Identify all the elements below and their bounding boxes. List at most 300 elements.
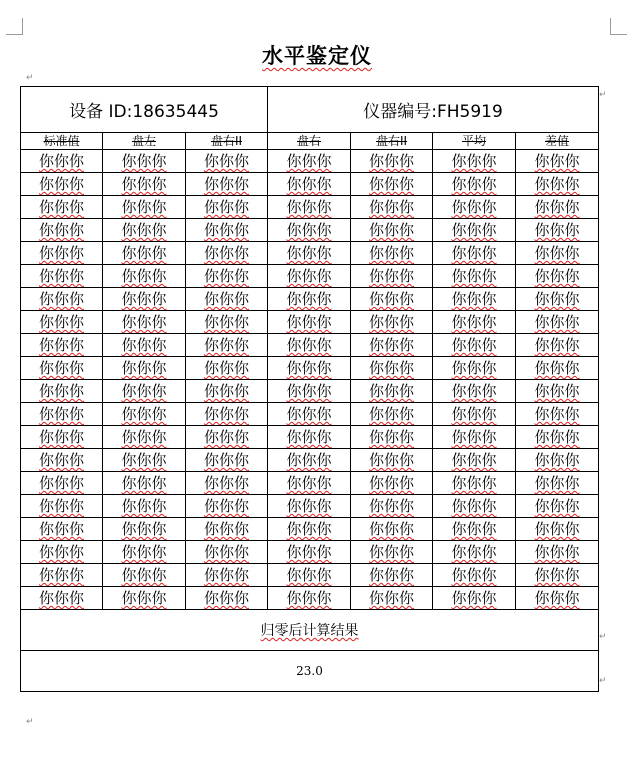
table-cell bbox=[516, 334, 599, 357]
table-cell bbox=[21, 288, 103, 311]
table-cell bbox=[433, 541, 516, 564]
cell-text: 你你你 bbox=[38, 175, 84, 193]
cell-text: 你你你 bbox=[286, 497, 332, 515]
table-cell bbox=[268, 426, 351, 449]
table-cell bbox=[516, 380, 599, 403]
cell-text: 你你你 bbox=[451, 359, 497, 377]
cell-text: 你你你 bbox=[534, 405, 580, 423]
table-cell bbox=[516, 518, 599, 541]
table-cell bbox=[21, 219, 103, 242]
table-cell bbox=[268, 472, 351, 495]
table-row bbox=[21, 541, 599, 564]
table-cell bbox=[103, 288, 186, 311]
table-cell bbox=[351, 518, 433, 541]
cell-text: 你你你 bbox=[121, 382, 167, 400]
paragraph-mark: ↵ bbox=[26, 73, 34, 83]
cell-text: 你你你 bbox=[121, 244, 167, 262]
table-cell bbox=[268, 219, 351, 242]
table-cell bbox=[516, 426, 599, 449]
table-cell bbox=[433, 403, 516, 426]
cell-text: 你你你 bbox=[204, 175, 250, 193]
summary-label-row bbox=[21, 610, 599, 651]
header-row bbox=[21, 87, 599, 133]
table-cell bbox=[186, 288, 268, 311]
cell-text: 你你你 bbox=[369, 474, 415, 492]
table-cell bbox=[21, 265, 103, 288]
table-cell bbox=[103, 196, 186, 219]
cell-text: 你你你 bbox=[286, 313, 332, 331]
table-cell bbox=[103, 587, 186, 610]
table-cell bbox=[103, 564, 186, 587]
cell-text: 你你你 bbox=[38, 382, 84, 400]
table-cell bbox=[21, 426, 103, 449]
column-header-row bbox=[21, 133, 599, 150]
cell-text: 你你你 bbox=[204, 198, 250, 216]
cell-text: 你你你 bbox=[204, 566, 250, 584]
table-cell bbox=[186, 472, 268, 495]
cell-text: 你你你 bbox=[534, 474, 580, 492]
table-cell bbox=[103, 426, 186, 449]
column-header: 平均 bbox=[433, 133, 516, 150]
cell-text: 你你你 bbox=[451, 336, 497, 354]
table-cell bbox=[351, 242, 433, 265]
table-row bbox=[21, 150, 599, 173]
cell-text: 你你你 bbox=[38, 497, 84, 515]
table-cell bbox=[351, 472, 433, 495]
table-cell bbox=[433, 196, 516, 219]
cell-text: 你你你 bbox=[38, 290, 84, 308]
table-cell bbox=[351, 426, 433, 449]
cell-text: 你你你 bbox=[534, 566, 580, 584]
table-cell bbox=[351, 403, 433, 426]
table-cell bbox=[433, 495, 516, 518]
cell-text: 你你你 bbox=[451, 566, 497, 584]
cell-text: 你你你 bbox=[204, 221, 250, 239]
cell-text: 你你你 bbox=[534, 221, 580, 239]
cell-text: 你你你 bbox=[286, 428, 332, 446]
cell-text: 你你你 bbox=[121, 474, 167, 492]
table-cell bbox=[351, 219, 433, 242]
table-row bbox=[21, 518, 599, 541]
row-end-mark: ↵ bbox=[599, 676, 607, 686]
cell-text: 你你你 bbox=[451, 221, 497, 239]
table-cell bbox=[433, 288, 516, 311]
cell-text: 你你你 bbox=[121, 405, 167, 423]
cell-text: 你你你 bbox=[38, 267, 84, 285]
table-cell bbox=[516, 357, 599, 380]
table-row bbox=[21, 426, 599, 449]
cell-text: 你你你 bbox=[451, 382, 497, 400]
table-cell bbox=[433, 265, 516, 288]
table-cell bbox=[21, 334, 103, 357]
column-header: 盘右 bbox=[268, 133, 351, 150]
table-cell bbox=[268, 288, 351, 311]
table-cell bbox=[21, 403, 103, 426]
cell-text: 你你你 bbox=[204, 152, 250, 170]
cell-text: 你你你 bbox=[369, 451, 415, 469]
table-cell bbox=[351, 311, 433, 334]
table-row bbox=[21, 311, 599, 334]
cell-text: 你你你 bbox=[38, 474, 84, 492]
table-cell bbox=[516, 219, 599, 242]
cell-text: 你你你 bbox=[286, 589, 332, 607]
row-end-mark: ↵ bbox=[599, 632, 607, 642]
table-cell bbox=[186, 495, 268, 518]
table-row bbox=[21, 219, 599, 242]
table-cell bbox=[103, 265, 186, 288]
cell-text: 你你你 bbox=[451, 198, 497, 216]
cell-text: 你你你 bbox=[369, 244, 415, 262]
cell-text: 你你你 bbox=[534, 336, 580, 354]
cell-text: 你你你 bbox=[121, 543, 167, 561]
cell-text: 你你你 bbox=[121, 428, 167, 446]
table-cell bbox=[268, 518, 351, 541]
table-cell bbox=[21, 472, 103, 495]
table-cell bbox=[186, 449, 268, 472]
cell-text: 你你你 bbox=[451, 589, 497, 607]
table-row bbox=[21, 196, 599, 219]
summary-value: 23.0 bbox=[21, 651, 599, 692]
table-cell bbox=[21, 196, 103, 219]
instrument-number: 仪器编号:FH5919 bbox=[268, 87, 599, 133]
table-cell bbox=[186, 518, 268, 541]
cell-text: 你你你 bbox=[204, 267, 250, 285]
table-cell bbox=[268, 357, 351, 380]
page-corner-mark-top-right bbox=[610, 18, 627, 35]
paragraph-mark: ↵ bbox=[26, 717, 34, 727]
cell-text: 你你你 bbox=[38, 543, 84, 561]
table-cell bbox=[103, 311, 186, 334]
cell-text: 你你你 bbox=[451, 267, 497, 285]
column-header: 盘右II bbox=[186, 133, 268, 150]
cell-text: 你你你 bbox=[121, 497, 167, 515]
table-cell bbox=[516, 587, 599, 610]
cell-text: 你你你 bbox=[38, 198, 84, 216]
table-cell bbox=[351, 265, 433, 288]
table-cell bbox=[516, 288, 599, 311]
cell-text: 你你你 bbox=[534, 267, 580, 285]
table-cell bbox=[433, 518, 516, 541]
table-cell bbox=[103, 173, 186, 196]
table-row bbox=[21, 380, 599, 403]
cell-text: 你你你 bbox=[369, 175, 415, 193]
table-cell bbox=[516, 472, 599, 495]
table-row bbox=[21, 472, 599, 495]
table-cell bbox=[186, 173, 268, 196]
column-header: 标准值 bbox=[21, 133, 103, 150]
table-row bbox=[21, 564, 599, 587]
cell-text: 你你你 bbox=[369, 405, 415, 423]
table-cell bbox=[268, 196, 351, 219]
summary-label: 归零后计算结果 bbox=[21, 610, 599, 651]
cell-text: 你你你 bbox=[204, 405, 250, 423]
table-cell bbox=[516, 311, 599, 334]
cell-text: 你你你 bbox=[286, 221, 332, 239]
table-cell bbox=[351, 495, 433, 518]
table-row bbox=[21, 334, 599, 357]
cell-text: 你你你 bbox=[534, 589, 580, 607]
cell-text: 你你你 bbox=[286, 382, 332, 400]
table-cell bbox=[433, 311, 516, 334]
table-row bbox=[21, 357, 599, 380]
cell-text: 你你你 bbox=[121, 336, 167, 354]
cell-text: 你你你 bbox=[204, 497, 250, 515]
table-cell bbox=[351, 587, 433, 610]
table-cell bbox=[351, 380, 433, 403]
cell-text: 你你你 bbox=[38, 313, 84, 331]
table-cell bbox=[516, 403, 599, 426]
cell-text: 你你你 bbox=[534, 198, 580, 216]
measurement-table bbox=[20, 86, 599, 692]
table-row bbox=[21, 265, 599, 288]
table-cell bbox=[516, 449, 599, 472]
table-cell bbox=[103, 495, 186, 518]
cell-text: 你你你 bbox=[534, 520, 580, 538]
column-header: 差值 bbox=[516, 133, 599, 150]
table-cell bbox=[433, 334, 516, 357]
table-cell bbox=[21, 380, 103, 403]
cell-text: 你你你 bbox=[451, 405, 497, 423]
table-cell bbox=[268, 311, 351, 334]
cell-text: 你你你 bbox=[286, 566, 332, 584]
cell-text: 你你你 bbox=[534, 359, 580, 377]
table-cell bbox=[186, 403, 268, 426]
column-header: 盘右II bbox=[351, 133, 433, 150]
table-cell bbox=[103, 518, 186, 541]
cell-text: 你你你 bbox=[121, 359, 167, 377]
table-cell bbox=[433, 449, 516, 472]
cell-text: 你你你 bbox=[534, 428, 580, 446]
cell-text: 你你你 bbox=[451, 451, 497, 469]
cell-text: 你你你 bbox=[369, 566, 415, 584]
table-cell bbox=[351, 196, 433, 219]
table-cell bbox=[433, 150, 516, 173]
cell-text: 你你你 bbox=[451, 474, 497, 492]
table-cell bbox=[433, 380, 516, 403]
table-cell bbox=[268, 449, 351, 472]
cell-text: 你你你 bbox=[534, 175, 580, 193]
cell-text: 你你你 bbox=[121, 290, 167, 308]
cell-text: 你你你 bbox=[286, 336, 332, 354]
cell-text: 你你你 bbox=[38, 359, 84, 377]
table-cell bbox=[268, 150, 351, 173]
cell-text: 你你你 bbox=[121, 313, 167, 331]
cell-text: 你你你 bbox=[286, 152, 332, 170]
cell-text: 你你你 bbox=[204, 313, 250, 331]
cell-text: 你你你 bbox=[38, 336, 84, 354]
cell-text: 你你你 bbox=[369, 198, 415, 216]
table-row bbox=[21, 587, 599, 610]
cell-text: 你你你 bbox=[38, 520, 84, 538]
table-row bbox=[21, 173, 599, 196]
table-row bbox=[21, 288, 599, 311]
cell-text: 你你你 bbox=[286, 290, 332, 308]
table-cell bbox=[268, 173, 351, 196]
cell-text: 你你你 bbox=[369, 497, 415, 515]
cell-text: 你你你 bbox=[204, 382, 250, 400]
table-cell bbox=[351, 357, 433, 380]
table-cell bbox=[351, 541, 433, 564]
table-cell bbox=[351, 150, 433, 173]
cell-text: 你你你 bbox=[451, 428, 497, 446]
cell-text: 你你你 bbox=[534, 290, 580, 308]
table-cell bbox=[186, 426, 268, 449]
table-cell bbox=[268, 587, 351, 610]
table-cell bbox=[186, 541, 268, 564]
table-cell bbox=[21, 150, 103, 173]
table-cell bbox=[351, 334, 433, 357]
cell-text: 你你你 bbox=[121, 267, 167, 285]
table-cell bbox=[21, 587, 103, 610]
table-cell bbox=[103, 472, 186, 495]
cell-text: 你你你 bbox=[286, 405, 332, 423]
cell-text: 你你你 bbox=[121, 175, 167, 193]
table-cell bbox=[186, 311, 268, 334]
table-cell bbox=[103, 150, 186, 173]
table-cell bbox=[433, 357, 516, 380]
table-cell bbox=[21, 564, 103, 587]
cell-text: 你你你 bbox=[121, 451, 167, 469]
cell-text: 你你你 bbox=[369, 152, 415, 170]
table-cell bbox=[433, 219, 516, 242]
row-end-mark: ↵ bbox=[599, 90, 607, 100]
cell-text: 你你你 bbox=[121, 566, 167, 584]
table-cell bbox=[351, 564, 433, 587]
cell-text: 你你你 bbox=[38, 221, 84, 239]
table-row bbox=[21, 449, 599, 472]
table-cell bbox=[21, 449, 103, 472]
table-cell bbox=[268, 380, 351, 403]
cell-text: 你你你 bbox=[369, 221, 415, 239]
cell-text: 你你你 bbox=[38, 589, 84, 607]
table-cell bbox=[433, 242, 516, 265]
table-cell bbox=[186, 564, 268, 587]
table-row bbox=[21, 495, 599, 518]
cell-text: 你你你 bbox=[369, 359, 415, 377]
table-cell bbox=[103, 219, 186, 242]
table-cell bbox=[21, 173, 103, 196]
cell-text: 你你你 bbox=[204, 589, 250, 607]
cell-text: 你你你 bbox=[204, 543, 250, 561]
table-cell bbox=[186, 242, 268, 265]
cell-text: 你你你 bbox=[204, 451, 250, 469]
cell-text: 你你你 bbox=[534, 244, 580, 262]
table-cell bbox=[433, 472, 516, 495]
table-cell bbox=[268, 242, 351, 265]
table-cell bbox=[186, 196, 268, 219]
cell-text: 你你你 bbox=[369, 313, 415, 331]
summary-value-row bbox=[21, 651, 599, 692]
cell-text: 你你你 bbox=[451, 543, 497, 561]
cell-text: 你你你 bbox=[534, 451, 580, 469]
table-cell bbox=[516, 173, 599, 196]
cell-text: 你你你 bbox=[38, 566, 84, 584]
cell-text: 你你你 bbox=[286, 267, 332, 285]
cell-text: 你你你 bbox=[369, 290, 415, 308]
cell-text: 你你你 bbox=[286, 359, 332, 377]
cell-text: 你你你 bbox=[204, 290, 250, 308]
cell-text: 你你你 bbox=[286, 198, 332, 216]
table-cell bbox=[103, 449, 186, 472]
table-cell bbox=[268, 495, 351, 518]
table-cell bbox=[433, 564, 516, 587]
cell-text: 你你你 bbox=[204, 336, 250, 354]
cell-text: 你你你 bbox=[121, 589, 167, 607]
cell-text: 你你你 bbox=[38, 451, 84, 469]
table-cell bbox=[186, 334, 268, 357]
cell-text: 你你你 bbox=[286, 451, 332, 469]
table-cell bbox=[186, 587, 268, 610]
table-cell bbox=[433, 426, 516, 449]
page-corner-mark-top-left bbox=[6, 18, 23, 35]
cell-text: 你你你 bbox=[204, 428, 250, 446]
table-cell bbox=[103, 403, 186, 426]
table-cell bbox=[516, 150, 599, 173]
cell-text: 你你你 bbox=[204, 520, 250, 538]
table-cell bbox=[186, 265, 268, 288]
table-cell bbox=[21, 242, 103, 265]
cell-text: 你你你 bbox=[204, 359, 250, 377]
cell-text: 你你你 bbox=[534, 152, 580, 170]
cell-text: 你你你 bbox=[121, 221, 167, 239]
table-cell bbox=[516, 564, 599, 587]
cell-text: 你你你 bbox=[121, 520, 167, 538]
cell-text: 你你你 bbox=[369, 589, 415, 607]
table-cell bbox=[516, 242, 599, 265]
cell-text: 你你你 bbox=[38, 428, 84, 446]
table-cell bbox=[103, 380, 186, 403]
table-cell bbox=[516, 541, 599, 564]
cell-text: 你你你 bbox=[534, 313, 580, 331]
table-cell bbox=[516, 265, 599, 288]
cell-text: 你你你 bbox=[451, 520, 497, 538]
cell-text: 你你你 bbox=[204, 474, 250, 492]
cell-text: 你你你 bbox=[286, 474, 332, 492]
table-cell bbox=[268, 564, 351, 587]
table-cell bbox=[103, 541, 186, 564]
page-title: 水平鉴定仪 bbox=[262, 43, 372, 68]
cell-text: 你你你 bbox=[451, 313, 497, 331]
table-cell bbox=[21, 495, 103, 518]
table-cell bbox=[103, 334, 186, 357]
table-row bbox=[21, 242, 599, 265]
table-cell bbox=[21, 541, 103, 564]
column-header: 盘左 bbox=[103, 133, 186, 150]
table-cell bbox=[351, 449, 433, 472]
table-cell bbox=[268, 265, 351, 288]
table-cell bbox=[516, 196, 599, 219]
cell-text: 你你你 bbox=[369, 543, 415, 561]
cell-text: 你你你 bbox=[286, 175, 332, 193]
table-cell bbox=[351, 173, 433, 196]
table-cell bbox=[103, 242, 186, 265]
table-cell bbox=[268, 403, 351, 426]
cell-text: 你你你 bbox=[451, 497, 497, 515]
cell-text: 你你你 bbox=[38, 244, 84, 262]
cell-text: 你你你 bbox=[286, 543, 332, 561]
table-cell bbox=[186, 150, 268, 173]
cell-text: 你你你 bbox=[286, 520, 332, 538]
table-cell bbox=[21, 357, 103, 380]
cell-text: 你你你 bbox=[121, 152, 167, 170]
table-cell bbox=[433, 173, 516, 196]
table-cell bbox=[433, 587, 516, 610]
cell-text: 你你你 bbox=[369, 520, 415, 538]
table-cell bbox=[21, 311, 103, 334]
cell-text: 你你你 bbox=[451, 175, 497, 193]
cell-text: 你你你 bbox=[369, 382, 415, 400]
cell-text: 你你你 bbox=[534, 543, 580, 561]
